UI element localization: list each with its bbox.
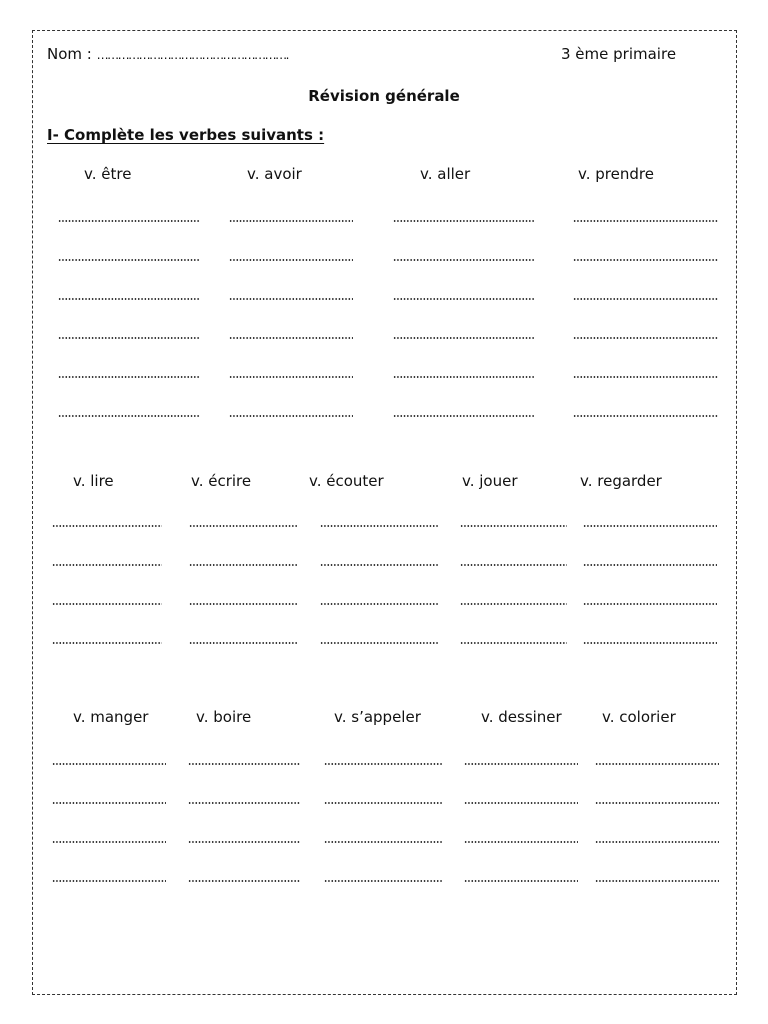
answer-blank[interactable] bbox=[52, 525, 162, 527]
answer-blank[interactable] bbox=[229, 376, 353, 378]
answer-blank[interactable] bbox=[573, 376, 718, 378]
answer-blank[interactable] bbox=[52, 802, 166, 804]
answer-blank[interactable] bbox=[229, 259, 353, 261]
answer-blank[interactable] bbox=[324, 880, 442, 882]
answer-blank[interactable] bbox=[320, 564, 438, 566]
answer-blank[interactable] bbox=[464, 802, 578, 804]
page-title: Révision générale bbox=[308, 87, 460, 105]
verb-label: v. écrire bbox=[191, 472, 252, 490]
answer-blank[interactable] bbox=[393, 220, 534, 222]
answer-blank[interactable] bbox=[595, 841, 719, 843]
answer-blank[interactable] bbox=[460, 564, 567, 566]
answer-blank[interactable] bbox=[573, 259, 718, 261]
answer-blank[interactable] bbox=[320, 603, 438, 605]
answer-blank[interactable] bbox=[320, 642, 438, 644]
verb-label: v. manger bbox=[73, 708, 149, 726]
verb-label: v. regarder bbox=[580, 472, 662, 490]
answer-blank[interactable] bbox=[460, 642, 567, 644]
name-label: Nom : bbox=[47, 45, 92, 63]
answer-blank[interactable] bbox=[52, 642, 162, 644]
answer-blank[interactable] bbox=[324, 802, 442, 804]
answer-blank[interactable] bbox=[58, 259, 200, 261]
verb-label: v. être bbox=[84, 165, 132, 183]
answer-blank[interactable] bbox=[229, 415, 353, 417]
answer-blank[interactable] bbox=[583, 603, 717, 605]
verb-label: v. prendre bbox=[578, 165, 654, 183]
answer-blank[interactable] bbox=[189, 603, 297, 605]
answer-blank[interactable] bbox=[460, 603, 567, 605]
verb-label: v. s’appeler bbox=[334, 708, 421, 726]
answer-blank[interactable] bbox=[58, 220, 200, 222]
answer-blank[interactable] bbox=[393, 376, 534, 378]
answer-blank[interactable] bbox=[52, 564, 162, 566]
answer-blank[interactable] bbox=[58, 415, 200, 417]
answer-blank[interactable] bbox=[188, 880, 300, 882]
answer-blank[interactable] bbox=[324, 841, 442, 843]
answer-blank[interactable] bbox=[595, 802, 719, 804]
answer-blank[interactable] bbox=[52, 880, 166, 882]
answer-blank[interactable] bbox=[583, 525, 717, 527]
answer-blank[interactable] bbox=[595, 763, 719, 765]
answer-blank[interactable] bbox=[58, 376, 200, 378]
answer-blank[interactable] bbox=[573, 220, 718, 222]
answer-blank[interactable] bbox=[573, 298, 718, 300]
answer-blank[interactable] bbox=[229, 220, 353, 222]
verb-label: v. avoir bbox=[247, 165, 302, 183]
answer-blank[interactable] bbox=[189, 564, 297, 566]
verb-label: v. lire bbox=[73, 472, 114, 490]
answer-blank[interactable] bbox=[583, 564, 717, 566]
answer-blank[interactable] bbox=[464, 763, 578, 765]
verb-label: v. jouer bbox=[462, 472, 518, 490]
answer-blank[interactable] bbox=[229, 337, 353, 339]
answer-blank[interactable] bbox=[324, 763, 442, 765]
answer-blank[interactable] bbox=[52, 603, 162, 605]
class-level: 3 ème primaire bbox=[561, 45, 677, 63]
answer-blank[interactable] bbox=[460, 525, 567, 527]
verb-label: v. dessiner bbox=[481, 708, 562, 726]
answer-blank[interactable] bbox=[58, 298, 200, 300]
answer-blank[interactable] bbox=[188, 802, 300, 804]
verb-label: v. colorier bbox=[602, 708, 676, 726]
answer-blank[interactable] bbox=[52, 763, 166, 765]
answer-blank[interactable] bbox=[229, 298, 353, 300]
answer-blank[interactable] bbox=[464, 880, 578, 882]
answer-blank[interactable] bbox=[188, 841, 300, 843]
answer-blank[interactable] bbox=[393, 298, 534, 300]
answer-blank[interactable] bbox=[188, 763, 300, 765]
answer-blank[interactable] bbox=[393, 259, 534, 261]
answer-blank[interactable] bbox=[189, 642, 297, 644]
answer-blank[interactable] bbox=[58, 337, 200, 339]
verb-label: v. aller bbox=[420, 165, 471, 183]
name-blank[interactable]: ………………………………………………. bbox=[96, 48, 288, 62]
answer-blank[interactable] bbox=[52, 841, 166, 843]
answer-blank[interactable] bbox=[573, 337, 718, 339]
verb-label: v. boire bbox=[196, 708, 252, 726]
answer-blank[interactable] bbox=[393, 415, 534, 417]
section-title: I- Complète les verbes suivants : bbox=[47, 126, 325, 144]
answer-blank[interactable] bbox=[583, 642, 717, 644]
answer-blank[interactable] bbox=[464, 841, 578, 843]
answer-blank[interactable] bbox=[595, 880, 719, 882]
answer-blank[interactable] bbox=[320, 525, 438, 527]
verb-label: v. écouter bbox=[309, 472, 384, 490]
answer-blank[interactable] bbox=[189, 525, 297, 527]
name-field bbox=[47, 45, 288, 63]
answer-blank[interactable] bbox=[573, 415, 718, 417]
answer-blank[interactable] bbox=[393, 337, 534, 339]
